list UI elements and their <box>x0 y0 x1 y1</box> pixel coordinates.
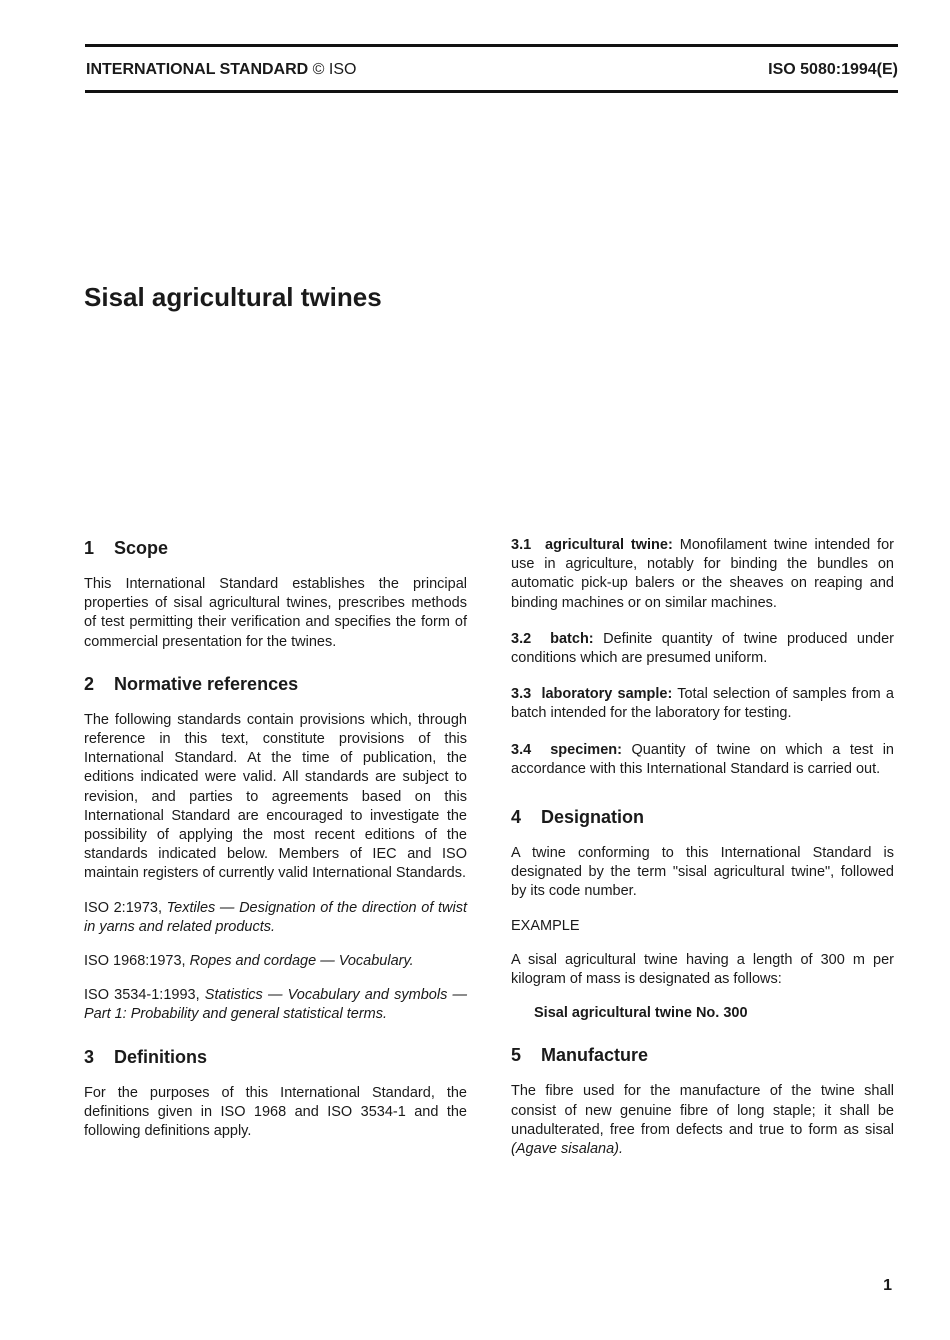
header-bottom-rule <box>85 90 898 93</box>
section-heading-designation: 4 Designation <box>511 807 645 828</box>
section-heading-scope: 1 Scope <box>84 538 169 558</box>
example-paragraph: A sisal agricultural twine having a length of 300 m per kilogram of mass is designated as follows: <box>511 951 894 988</box>
definitions-paragraph: For the purposes of this International Standard, the definitions given in ISO 1968 and ISO 3534-1 and the following definitions apply. <box>84 1084 467 1140</box>
manufacture-paragraph: The fibre used for the manufacture of the twine shall consist of new genuine fibre of long staple; it shall be unadulterated, free from defects and true to form as sisal (Agave sisalana). <box>511 1083 894 1158</box>
example-designation: Sisal agricultural twine No. 300 <box>534 1005 748 1022</box>
section-heading-definitions: 3 Definitions <box>84 1046 207 1067</box>
reference-item: ISO 1968:1973, Ropes and cordage — Vocabulary. <box>84 953 414 970</box>
reference-item: ISO 3534-1:1993, Statistics — Vocabulary and symbols — Part 1: Probability and general statistical terms. <box>84 987 467 1023</box>
section-heading-manufacture: 5 Manufacture <box>511 1045 649 1066</box>
normative-references-paragraph: The following standards contain provisions which, through reference in this text, constitute provisions of this International Standard. At the time of publication, the editions indicated were valid. All standards are subject to revision, and parties to agreements based on this International Standard are encouraged to investigate the possibility of applying the most recent editions of the standards indicated below. Members of IEC and ISO maintain registers of currently valid International Standards. <box>84 711 467 882</box>
definition-item: 3.4 specimen: Quantity of twine on which a test in accordance with this International Standard is carried out. <box>511 741 894 777</box>
definition-item: 3.2 batch: Definite quantity of twine produced under conditions which are presumed uniform. <box>511 630 894 667</box>
header-top-rule <box>85 44 898 47</box>
scope-paragraph: This International Standard establishes the principal properties of sisal agricultural twines, prescribes methods of test permitting their verification and specifies the form of commercial presentation for the twines. <box>84 576 467 650</box>
page-number: 1 <box>883 1277 892 1294</box>
header-left <box>86 60 356 80</box>
header-standard-number: ISO 5080:1994(E) <box>768 61 898 78</box>
definition-item: 3.3 laboratory sample: Total selection of samples from a batch intended for the laboratory for testing. <box>511 686 894 722</box>
reference-item: ISO 2:1973, Textiles — Designation of the direction of twist in yarns and related products. <box>84 899 467 935</box>
header-standard-label: INTERNATIONAL STANDARD <box>86 61 309 78</box>
header-copyright: © ISO <box>312 61 357 78</box>
definition-item: 3.1 agricultural twine: Monofilament twine intended for use in agriculture, notably for binding the bundles on automatic pick-up balers or the sheaves on reaping and binding machines or on similar machines. <box>511 537 894 611</box>
designation-paragraph: A twine conforming to this International Standard is designated by the term "sisal agricultural twine", followed by its code number. <box>511 845 894 900</box>
right-column <box>511 536 894 1159</box>
example-label: EXAMPLE <box>511 917 580 934</box>
document-title: Sisal agricultural twines <box>84 282 382 312</box>
section-heading-normative-references: 2 Normative references <box>84 673 299 694</box>
left-column <box>84 536 467 1141</box>
